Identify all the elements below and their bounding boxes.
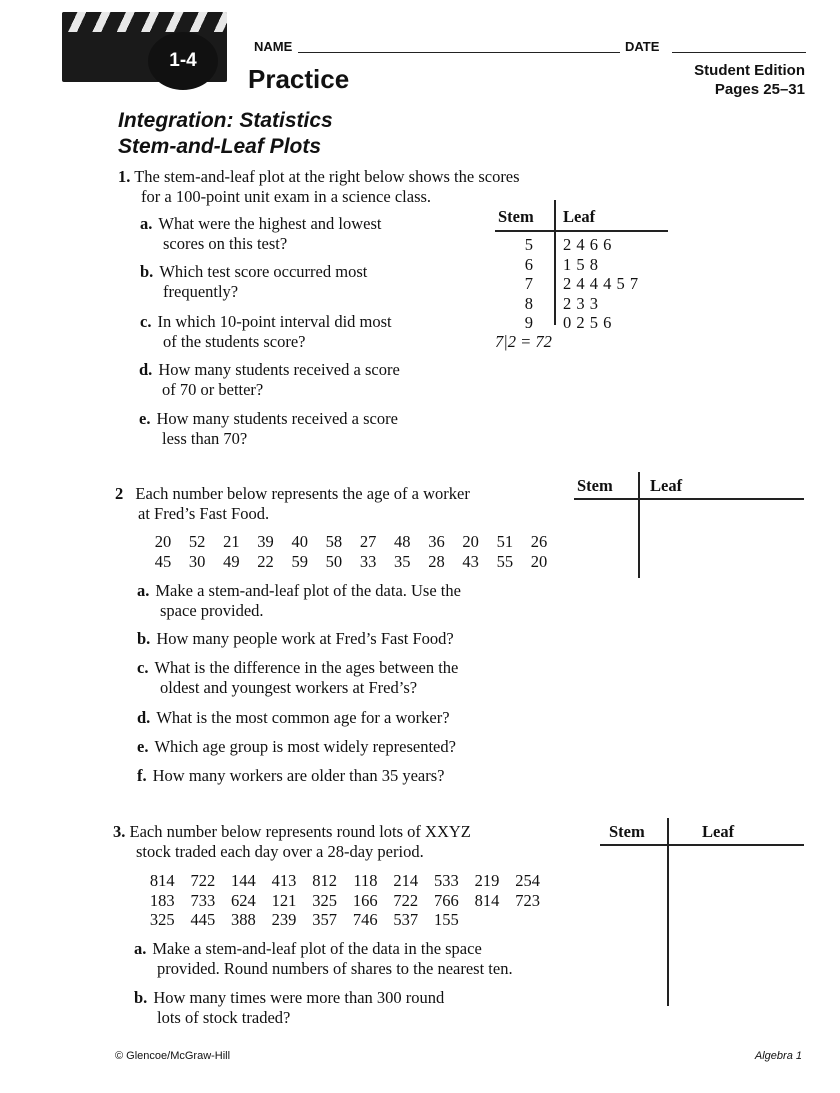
pages-line: Pages 25–31 [714, 81, 805, 98]
part-label: a. [137, 581, 150, 600]
question-text: The stem-and-leaf plot at the right below shows the scores [134, 167, 520, 186]
data-value: 27 [359, 532, 377, 551]
page-title: Practice [248, 64, 350, 94]
name-field-line[interactable] [298, 52, 620, 53]
part-text: How many times were more than 300 round [153, 988, 445, 1007]
data-value: 52 [188, 532, 206, 551]
data-value: 166 [352, 890, 378, 910]
part-label: e. [139, 409, 151, 428]
stem-value: 8 [524, 293, 533, 313]
data-value: 59 [291, 551, 308, 571]
question-1 [118, 167, 618, 206]
data-value: 35 [394, 551, 411, 571]
data-value: 51 [496, 532, 514, 551]
part-text: scores on this test? [163, 233, 288, 253]
data-value: 325 [312, 890, 337, 910]
data-value: 388 [231, 910, 256, 929]
stem-value: 6 [524, 254, 533, 274]
leaf-values: 0 2 5 6 [563, 313, 612, 332]
stripe-decoration [62, 12, 227, 32]
question-number: 2 [115, 484, 124, 503]
q2-part-c [137, 658, 577, 697]
part-text: frequently? [163, 281, 239, 301]
part-text: less than 70? [162, 428, 248, 448]
plot-row [493, 274, 693, 294]
question-text: Each number below represents round lots of XXYZ [129, 822, 471, 841]
data-value: 45 [154, 551, 172, 571]
question-number: 3. [113, 822, 126, 841]
q1-part-b [140, 262, 470, 301]
q2-part-b [137, 629, 577, 649]
part-text: space provided. [160, 600, 264, 620]
stem-value: 9 [524, 313, 533, 332]
q2-number-list [137, 532, 547, 571]
data-value: 20 [530, 551, 548, 571]
part-label: c. [140, 312, 152, 331]
data-value: 746 [352, 910, 378, 929]
question-2 [115, 484, 555, 523]
leaf-values: 2 4 6 6 [563, 235, 612, 254]
q3-number-list [134, 871, 540, 930]
data-value: 814 [474, 890, 500, 910]
q2-part-d [137, 708, 577, 728]
data-value: 121 [271, 890, 297, 910]
q2-part-a [137, 581, 577, 620]
part-text: lots of stock traded? [157, 1007, 291, 1027]
data-value: 214 [393, 871, 419, 890]
table-divider [638, 472, 640, 578]
part-text: Which test score occurred most [159, 262, 368, 281]
data-value: 144 [231, 871, 256, 890]
part-label: a. [140, 214, 153, 233]
leaf-header: Leaf [702, 822, 735, 841]
part-label: b. [137, 629, 151, 648]
data-value: 254 [515, 871, 540, 890]
stem-value: 5 [524, 235, 533, 254]
part-text: Which age group is most widely represented? [154, 737, 456, 756]
leaf-header: Leaf [563, 207, 596, 226]
part-text: Make a stem-and-leaf plot of the data. Use the [155, 581, 461, 600]
data-value: 723 [515, 890, 540, 910]
data-value: 812 [312, 871, 337, 890]
data-value: 357 [312, 910, 337, 929]
data-value: 537 [393, 910, 419, 929]
part-label: e. [137, 737, 149, 756]
part-text: What were the highest and lowest [158, 214, 382, 233]
q1-stem-leaf-plot [493, 205, 673, 355]
part-text: What is the difference in the ages between the [154, 658, 459, 677]
q3-part-b [134, 988, 604, 1027]
data-value: 118 [353, 871, 378, 890]
data-value: 624 [231, 890, 256, 910]
leaf-values: 2 3 3 [563, 293, 599, 313]
part-label: a. [134, 939, 147, 958]
question-3 [113, 822, 573, 861]
question-text: at Fred’s Fast Food. [138, 503, 270, 523]
data-value: 239 [271, 910, 297, 929]
part-text: How many people work at Fred’s Fast Food? [156, 629, 454, 648]
part-text: What is the most common age for a worker? [156, 708, 450, 727]
q3-part-a [134, 939, 604, 978]
part-label: d. [137, 708, 151, 727]
part-text: In which 10-point interval did most [157, 312, 392, 331]
data-value: 55 [496, 551, 514, 571]
data-value: 722 [190, 871, 216, 890]
question-text: for a 100-point unit exam in a science class. [141, 186, 432, 206]
plot-row [493, 313, 693, 333]
part-text: How many students received a score [156, 409, 398, 428]
q1-part-d [139, 360, 479, 399]
q1-part-e [139, 409, 479, 448]
data-value [459, 910, 500, 930]
copyright: © Glencoe/McGraw-Hill [115, 1050, 231, 1062]
data-value: 43 [462, 551, 479, 571]
part-label: c. [137, 658, 149, 677]
q3-answer-table[interactable] [600, 820, 804, 1010]
book-title: Algebra 1 [754, 1050, 802, 1062]
part-text: How many workers are older than 35 years? [152, 766, 445, 785]
stem-header: Stem [609, 822, 645, 841]
plot-row [493, 255, 693, 275]
section-title-line1: Integration: Statistics [118, 109, 333, 132]
part-text: oldest and youngest workers at Fred’s? [160, 677, 418, 697]
data-value: 49 [223, 551, 240, 571]
data-value: 39 [257, 532, 274, 551]
leaf-values: 1 5 8 [563, 254, 599, 274]
section-title [118, 108, 333, 160]
data-value: 48 [394, 532, 411, 551]
plot-row [493, 235, 693, 255]
part-text: provided. Round numbers of shares to the nearest ten. [157, 958, 513, 978]
stem-value: 7 [524, 274, 533, 293]
part-text: Make a stem-and-leaf plot of the data in the space [152, 939, 482, 958]
part-label: b. [134, 988, 148, 1007]
data-value: 814 [149, 871, 175, 890]
part-label: b. [140, 262, 154, 281]
data-value: 155 [434, 910, 459, 929]
data-value: 183 [149, 890, 175, 910]
table-divider [574, 498, 804, 500]
part-text: of 70 or better? [162, 379, 264, 399]
date-field-line[interactable] [672, 52, 806, 53]
data-value: 21 [223, 532, 240, 551]
data-value: 58 [325, 532, 343, 551]
stem-header: Stem [498, 207, 534, 226]
data-value: 26 [530, 532, 548, 551]
q1-part-c [140, 312, 480, 351]
question-text: stock traded each day over a 28-day period. [136, 841, 424, 861]
part-label: f. [137, 766, 147, 785]
plot-key: 7|2 = 72 [495, 332, 552, 351]
data-value: 20 [462, 532, 479, 551]
data-value: 766 [434, 890, 459, 910]
part-text: of the students score? [163, 331, 306, 351]
data-value: 20 [154, 532, 172, 551]
plot-row [493, 294, 693, 314]
question-text: Each number below represents the age of a worker [135, 484, 470, 503]
data-value: 413 [271, 871, 297, 890]
leaf-header: Leaf [650, 476, 683, 495]
data-value: 533 [434, 871, 459, 890]
leaf-values: 2 4 4 4 5 7 [563, 274, 639, 293]
edition-line: Student Edition [694, 62, 805, 79]
q2-part-e [137, 737, 577, 757]
data-value: 722 [393, 890, 419, 910]
data-value: 733 [190, 890, 216, 910]
table-divider [600, 844, 804, 846]
data-value: 22 [257, 551, 274, 571]
date-label: DATE [625, 39, 660, 54]
data-value [499, 910, 540, 930]
stem-header: Stem [577, 476, 613, 495]
lesson-number-badge: 1-4 [148, 32, 218, 90]
part-label: d. [139, 360, 153, 379]
question-number: 1. [118, 167, 131, 186]
data-value: 36 [428, 532, 445, 551]
data-value: 30 [188, 551, 206, 571]
q1-part-a [140, 214, 470, 253]
data-value: 325 [149, 910, 175, 929]
q2-part-f [137, 766, 577, 786]
table-divider [495, 230, 668, 232]
table-divider [667, 818, 669, 1006]
q2-answer-table[interactable] [572, 474, 804, 584]
data-value: 28 [428, 551, 445, 571]
name-label: NAME [254, 39, 293, 54]
data-value: 50 [325, 551, 343, 571]
section-title-line2: Stem-and-Leaf Plots [118, 135, 322, 158]
part-text: How many students received a score [158, 360, 400, 379]
data-value: 33 [359, 551, 377, 571]
edition-info [694, 61, 805, 99]
data-value: 445 [190, 910, 216, 929]
data-value: 219 [474, 871, 500, 890]
data-value: 40 [291, 532, 308, 551]
